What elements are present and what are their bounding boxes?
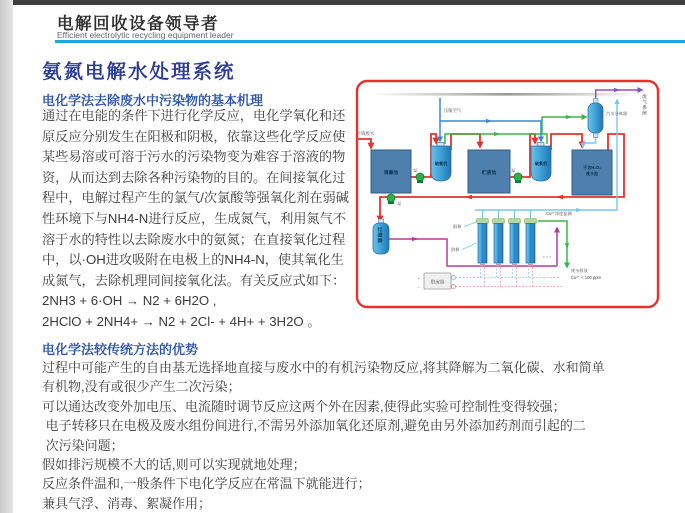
plus-sign: +	[417, 276, 421, 281]
body-line: 原反应分别发生在阳极和阴极，依靠这些化学反应使	[42, 128, 346, 144]
body-line: 程中，电解过程产生的氯气/次氯酸等强氧化剂在弱碱	[42, 190, 349, 206]
tank2-label: 贮液池	[481, 171, 497, 176]
body-line: 溶于水的特性以去除废水中的氨氮；在直接氧化过程	[42, 231, 346, 247]
body-line: 成氮气，去除机理同间接氧化法。有关反应式如下：	[42, 272, 346, 288]
electrolysis-cell	[509, 219, 521, 267]
cathode-label: 阴极	[451, 247, 460, 252]
tank3-label-1: 不含H₂O₂	[583, 165, 601, 170]
top-shade-band	[370, 93, 644, 96]
pump1-label: 泵	[413, 168, 418, 173]
body-line: 某些易溶或可溶于污水的污染物变为难容于溶液的物	[42, 149, 346, 165]
left-gray-strip	[0, 0, 13, 513]
advantage-line: 反应条件温和,一般条件下电化学反应在常温下就能进行；	[42, 476, 371, 492]
advantage-line: 假如排污规模不大的话,则可以实现就地处理；	[42, 456, 306, 472]
reaction-formula-2: 2HClO + 2NH4+ → N2 + 2Cl- + 4H+ + 3H2O 。	[42, 313, 321, 329]
deoxidizer2-label: 破氧机	[534, 161, 548, 166]
tank-no-h2o2	[572, 150, 612, 195]
advantage-line: 有机物,没有或很少产生二次污染；	[42, 379, 241, 395]
top-dark-bar	[13, 0, 685, 5]
filter-label: 过滤器	[376, 227, 382, 244]
body-line: 中，以·OH进攻吸附在电极上的NH4-N，使其氧化生	[42, 252, 344, 268]
advantage-line: 可以通达改变外加电压、电流随时调节反应这两个外在因素,使得此实验可控制性变得较强；	[42, 398, 566, 414]
section1-heading: 电化学法去除废水中污染物的基本机理	[42, 93, 264, 108]
tank3-label-2: 废水池	[585, 171, 599, 176]
advantage-line: 电子转移只在电极及废水组份间进行,不需另外添加氧化还原剂,避免由另外添加药剂而引起的二	[42, 418, 586, 434]
advantage-line: 次污染问题；	[42, 437, 124, 453]
section2-body	[42, 358, 682, 513]
pump2-label: 泵	[397, 201, 402, 206]
page-title: 氨氮电解水处理系统	[42, 61, 236, 83]
electrolysis-cell	[525, 219, 537, 267]
discharge-label-2: Cu²⁺ < 100 ppm	[571, 275, 602, 280]
minus-sign: −	[417, 285, 421, 290]
header-rule	[55, 40, 685, 43]
pump3-label: 泵	[511, 168, 516, 173]
rectifier-terminal-cathode	[452, 276, 456, 280]
company-slogan: 电解回收设备领导者	[57, 15, 219, 33]
section2-heading: 电化学法较传统方法的优势	[42, 342, 199, 357]
anode-label: 阳极	[453, 224, 462, 229]
reaction-formula-1: 2NH3 + 6·OH → N2 + 6H2O ,	[42, 293, 217, 309]
rectifier-terminal-anode	[452, 285, 456, 289]
body-line: 资，从而达到去除各种污染物的目的。在间接氧化过	[42, 169, 346, 185]
electrolysis-cell	[477, 219, 489, 267]
feed-label: 产线废水	[357, 131, 375, 136]
electrolysis-cell	[493, 219, 505, 267]
compressed-air-label: 压缩空气	[444, 108, 462, 113]
company-slogan-en: Efficient electrolytic recycling equipment leader	[57, 30, 234, 40]
rectifier-label: 整流器	[430, 279, 445, 285]
separator-label: 汽水分离器	[606, 111, 627, 116]
process-flow-diagram	[354, 77, 662, 311]
deoxidizer1-label: 破氧机	[434, 161, 448, 166]
advantage-line: 过程中可能产生的自由基无选择地直接与废水中的有机污染物反应,将其降解为二氧化碳、水和简单	[42, 360, 605, 375]
body-line: 通过在电能的条件下进行化学反应，电化学氧化和还	[42, 108, 346, 123]
process-flow-svg	[354, 77, 662, 311]
body-line: 性环境下与NH4-N进行反应，生成氮气，利用氮气不	[42, 210, 347, 226]
cu-monitor-label: Cu²⁺浓度监测	[546, 211, 572, 216]
advantage-line: 兼具气浮、消毒、絮凝作用；	[42, 495, 212, 511]
tank1-label: 调蓄池	[383, 171, 399, 176]
deoxidizer-2	[531, 143, 551, 182]
exhaust-system-label: 废气系统	[641, 94, 646, 116]
tank-regulating	[371, 150, 411, 193]
tank-storage	[468, 150, 510, 193]
discharge-label-1: 废水排放	[571, 268, 588, 273]
deoxidizer-1	[431, 143, 451, 182]
more-cells-ellipsis: ···	[543, 254, 553, 261]
section1-body	[42, 106, 360, 333]
